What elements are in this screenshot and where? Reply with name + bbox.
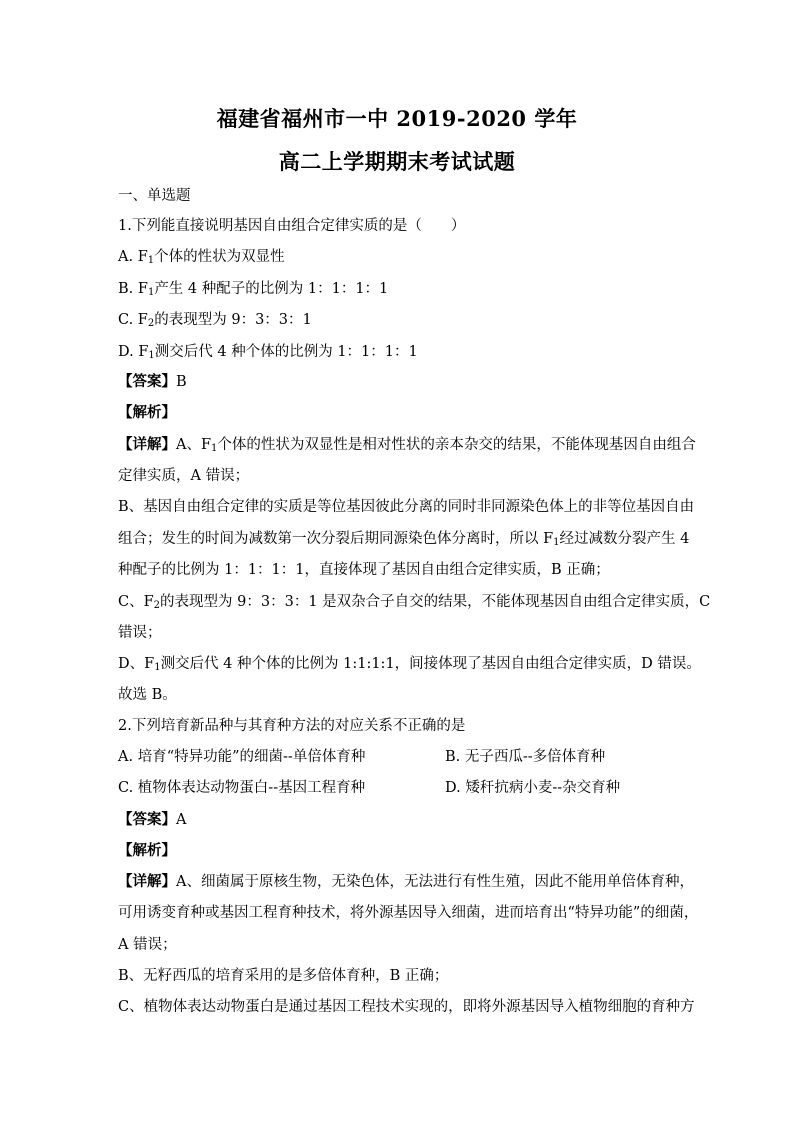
q2-explain-2: 可用诱变育种或基因工程育种技术，将外源基因导入细菌，进而培育出“特异功能”的细菌， <box>118 905 699 921</box>
q2-option-b: B. 无子西瓜--多倍体育种 <box>445 749 606 765</box>
section-heading: 一、单选题 <box>118 188 191 204</box>
q2-option-a: A. 培育“特异功能”的细菌--单倍体育种 <box>118 749 366 765</box>
document-subtitle: 高二上学期期末考试试题 <box>278 149 516 174</box>
document-title: 福建省福州市一中 2019-2020 学年 <box>216 106 578 131</box>
q2-stem: 2.下列培育新品种与其育种方法的对应关系不正确的是 <box>118 718 466 734</box>
q2-explain-3: A 错误； <box>118 937 177 953</box>
q1-explain-8: D、$F_1$测交后代 4 种个体的比例为 1:1:1:1，间接体现了基因自由组合定律实质，D 错误。 <box>118 656 701 673</box>
q1-option-c: C. $F_2$的表现型为 9：3：3：1 <box>118 312 312 329</box>
q1-stem: 1.下列能直接说明基因自由组合定律实质的是（ ） <box>118 218 466 234</box>
q1-explain-4: 组合；发生的时间为减数第一次分裂后期同源染色体分离时，所以 $F_1$经过减数分裂产生 4 <box>118 531 690 548</box>
q1-explain-1: 【详解】A、$F_1$个体的性状为双显性是相对性状的亲本杂交的结果，不能体现基因自由组合 <box>118 436 696 454</box>
q1-option-b: B. $F_1$产生 4 种配子的比例为 1：1：1：1 <box>118 281 389 298</box>
q1-explain-6: C、$F_2$的表现型为 9：3：3：1 是双杂合子自交的结果，不能体现基因自由组合定律实质，C <box>118 594 711 611</box>
q2-explain-5: C、植物体表达动物蛋白是通过基因工程技术实现的，即将外源基因导入植物细胞的育种方 <box>118 999 695 1015</box>
q2-answer: 【答案】A <box>118 811 187 828</box>
q1-option-d: D. $F_1$测交后代 4 种个体的比例为 1：1：1：1 <box>118 344 418 361</box>
q1-analysis-label: 【解析】 <box>118 404 176 421</box>
q1-explain-3: B、基因自由组合定律的实质是等位基因彼此分离的同时非同源染色体上的非等位基因自由 <box>118 499 695 515</box>
q2-analysis-label: 【解析】 <box>118 842 176 859</box>
q1-explain-2: 定律实质，A 错误； <box>118 468 250 484</box>
q2-option-c: C. 植物体表达动物蛋白--基因工程育种 <box>118 780 366 796</box>
q1-explain-5: 种配子的比例为 1：1：1：1，直接体现了基因自由组合定律实质，B 正确； <box>118 562 610 578</box>
q1-option-a: A. $F_1$个体的性状为双显性 <box>118 249 285 266</box>
q2-explain-1: 【详解】A、细菌属于原核生物，无染色体，无法进行有性生殖，因此不能用单倍体育种， <box>118 873 694 890</box>
q1-explain-7: 错误； <box>118 625 162 641</box>
q2-explain-4: B、无籽西瓜的培育采用的是多倍体育种，B 正确； <box>118 968 449 984</box>
q2-option-d: D. 矮秆抗病小麦--杂交育种 <box>445 780 621 796</box>
q1-answer: 【答案】B <box>118 373 187 390</box>
q1-explain-9: 故选 B。 <box>118 687 177 703</box>
